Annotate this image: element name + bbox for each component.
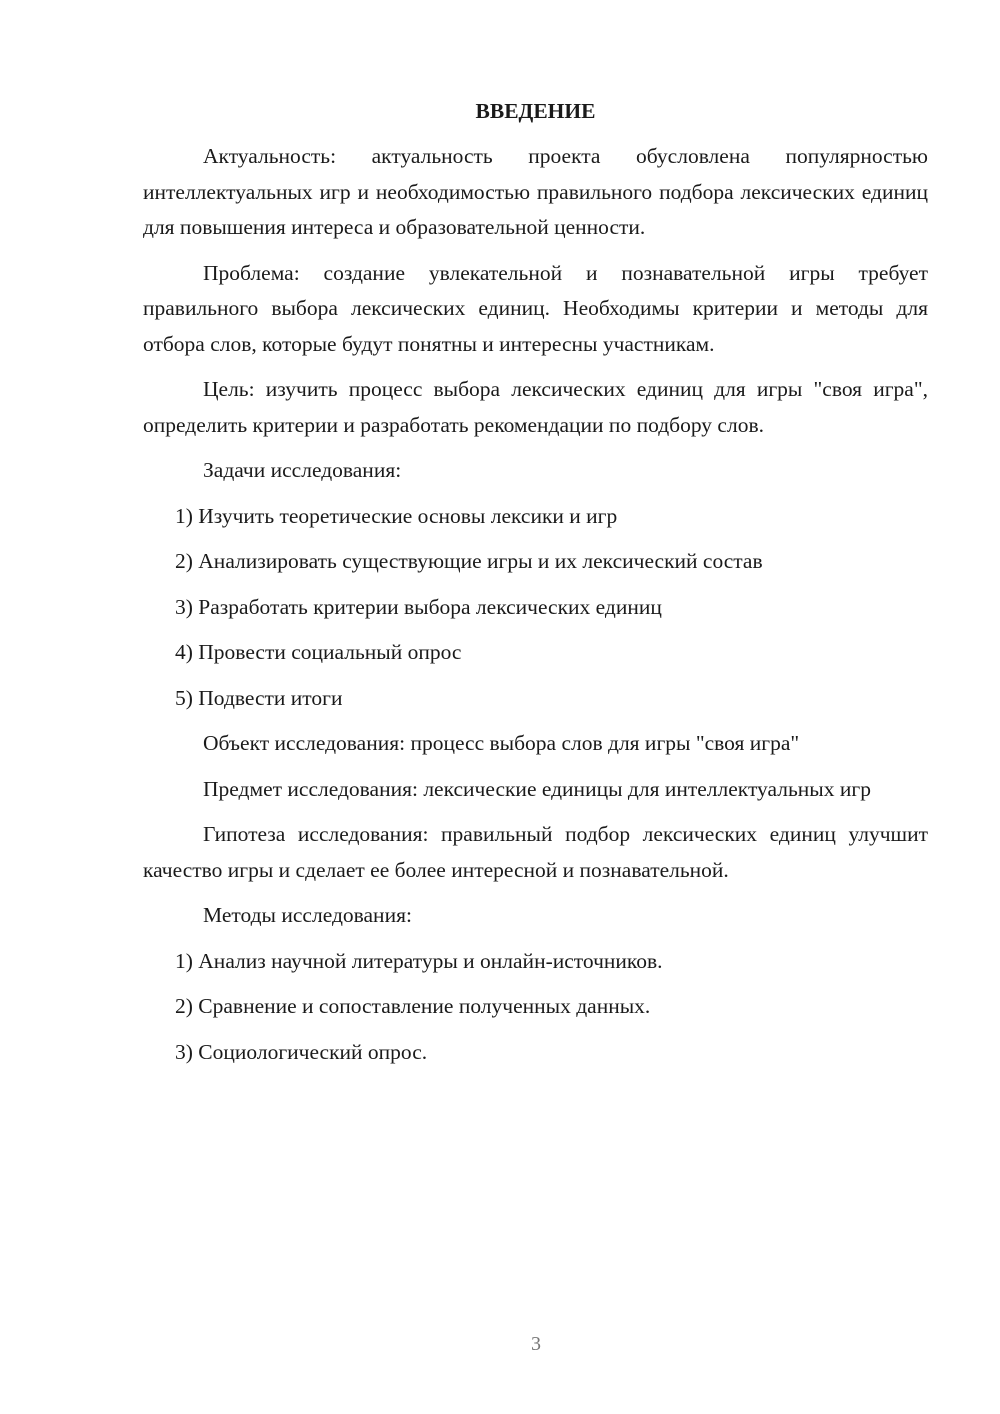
page-title: ВВЕДЕНИЕ <box>475 99 596 123</box>
list-item: 4) Провести социальный опрос <box>175 640 462 664</box>
paragraph-subject: Предмет исследования: лексические единицы для интеллектуальных игр <box>203 776 871 801</box>
paragraph-relevance: Актуальность: актуальность проекта обусловлена популярностью интеллектуальных игр и необходимостью правильного подбора лексических единиц для повышения интереса и образовательной ценности. <box>143 144 928 239</box>
list-item: 3) Разработать критерии выбора лексических единиц <box>175 594 662 619</box>
page-number: 3 <box>531 1333 541 1355</box>
paragraph-hypothesis: Гипотеза исследования: правильный подбор лексических единиц улучшит качество игры и сделает ее более интересной и познавательной. <box>143 822 928 882</box>
list-item: 5) Подвести итоги <box>175 685 343 710</box>
methods-list <box>143 944 928 1071</box>
paragraph-object: Объект исследования: процесс выбора слов для игры "своя игра" <box>203 731 800 755</box>
list-item: 1) Анализ научной литературы и онлайн-источников. <box>175 948 663 973</box>
tasks-heading: Задачи исследования: <box>203 458 402 482</box>
tasks-list <box>143 499 928 717</box>
paragraph-goal: Цель: изучить процесс выбора лексических единиц для игры "своя игра", определить критерии и разработать рекомендации по подбору слов. <box>143 377 928 437</box>
list-item: 2) Сравнение и сопоставление полученных данных. <box>175 994 651 1018</box>
paragraph-problem: Проблема: создание увлекательной и познавательной игры требует правильного выбора лексических единиц. Необходимы критерии и методы для отбора слов, которые будут понятны и интересны участникам. <box>143 260 928 356</box>
page-content <box>143 94 928 1080</box>
list-item: 2) Анализировать существующие игры и их лексический состав <box>175 549 763 573</box>
list-item: 3) Социологический опрос. <box>175 1039 428 1064</box>
list-item: 1) Изучить теоретические основы лексики и игр <box>175 503 618 528</box>
methods-heading: Методы исследования: <box>203 903 412 927</box>
